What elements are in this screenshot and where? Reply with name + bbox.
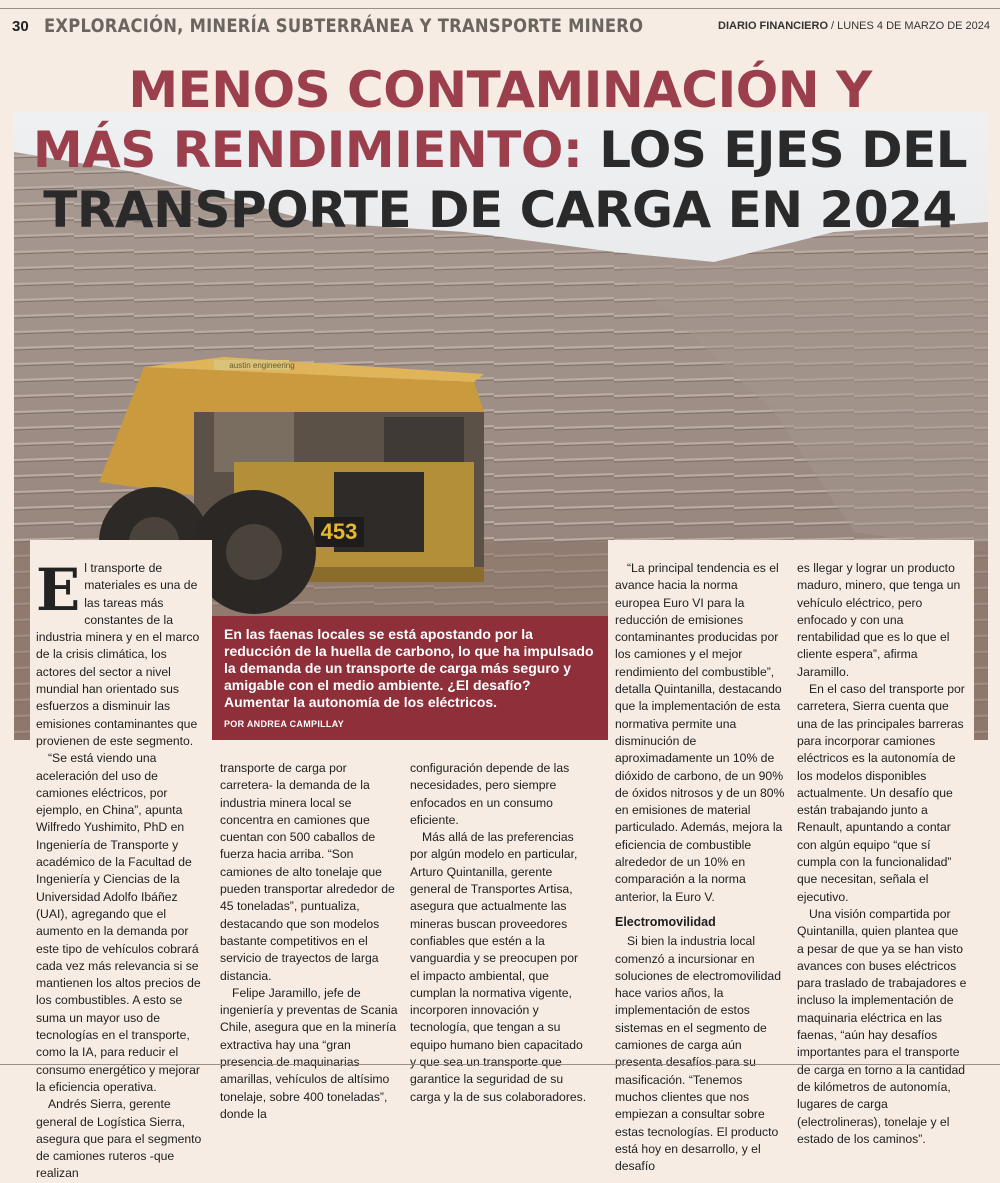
page-header: [0, 12, 1000, 42]
column-2: [220, 760, 400, 1123]
col2-paragraph-2: Felipe Jaramillo, jefe de ingeniería y preventas de Scania Chile, asegura que en la minería extractiva hay una “gran presencia de maquinarias amarillas, vehículos de altísimo tonelaje, sobre 400 toneladas”, donde la: [220, 985, 398, 1121]
column-3: [410, 760, 590, 1106]
headline-line-1: MENOS CONTAMINACIÓN Y: [128, 61, 872, 119]
headline-line-2-red: MÁS RENDIMIENTO:: [32, 121, 583, 179]
col3-paragraph-1: configuración depende de las necesidades, pero siempre enfocados en un consumo eficiente.: [410, 761, 570, 827]
col1-paragraph-3: Andrés Sierra, gerente general de Logística Sierra, asegura que para el segmento de camiones ruteros -que realizan: [36, 1097, 202, 1181]
column-1: [36, 556, 206, 1183]
byline: POR ANDREA CAMPILLAY: [224, 719, 345, 729]
issue-date: / LUNES 4 DE MARZO DE 2024: [828, 20, 990, 32]
column-4: [615, 560, 785, 1175]
lede-text: En las faenas locales se está apostando por la reducción de la huella de carbono, lo que ha impulsado la demanda de un transporte de carga más seguro y amigable con el medio ambiente. ¿El desafío? Aumentar la autonomía de los eléctricos.: [224, 626, 594, 710]
col3-paragraph-2: Más allá de las preferencias por algún modelo en particular, Arturo Quintanilla, gerente general de Transportes Artisa, asegura que actualmente las mineras buscan proveedores confiables que estén a la vanguardia y se preocupen por el impacto ambiental, que cumplan la normativa vigente, incorporen innovación y tecnología, que tengan a su equipo humano bien capacitado y que sea un transporte que garantice la seguridad de su carga y la de sus colaboradores.: [410, 830, 587, 1104]
drop-cap: E: [36, 556, 81, 624]
lede-box: [212, 616, 608, 740]
truck-number: 453: [320, 519, 358, 544]
col1-paragraph-2: “Se está viendo una aceleración del uso de camiones eléctricos, por ejemplo, en China”, apunta Wilfredo Yushimito, PhD en Ingeniería de Transporte y académico de la Facultad de Ingeniería y Ciencias de la Universidad Adolfo Ibáñez (UAI), agregando que el aumento en la demanda por este tipo de vehículos cobrará cada vez más relevancia si se mantienen los altos precios de los combustibles. A esto se suma un mayor uso de tecnologías en el transporte, como la IA, para reducir el consumo energético y mejorar la eficiencia operativa.: [36, 751, 201, 1094]
col5-paragraph-3: Una visión compartida por Quintanilla, quien plantea que a pesar de que ya se han visto avances con buses eléctricos para traslado de trabajadores e incluso la implementación de maquinaria eléctrica en las faenas, “aún hay desafíos importantes para el transporte de carga en torno a la cantidad de kilómetros de autonomía, lugares de carga (electrolineras), tonelaje y el estado de los caminos”.: [797, 906, 967, 1146]
subheading-electromovilidad: Electromovilidad: [615, 914, 716, 929]
col1-paragraph-1: l transporte de materiales es una de las tareas más constantes de la industria minera y en el marco de la crisis climática, los actores del sector a nivel mundial han orientado sus esfuerzos a disminuir las emisiones contaminantes que provienen de este segmento.: [36, 561, 200, 748]
col5-paragraph-1: es llegar y lograr un producto maduro, minero, que tenga un vehículo eléctrico, pero enfocado y con una rentabilidad que es lo que el cliente espera”, afirma Jaramillo.: [797, 561, 961, 679]
headline: [0, 60, 1000, 240]
truck-brand: austin engineering: [229, 361, 295, 370]
section-title: EXPLORACIÓN, MINERÍA SUBTERRÁNEA Y TRANSPORTE MINERO: [44, 15, 644, 37]
page-number: 30: [12, 18, 29, 35]
top-rule: [0, 8, 1000, 9]
col4-paragraph-1: “La principal tendencia es el avance hacia la norma europea Euro VI para la reducción de emisiones contaminantes producidas por los camiones y el mejor rendimiento del combustible”, detalla Quintanilla, destacando que la implementación de esta normativa permite una disminución de aproximadamente un 10% de dióxido de carbono, de un 90% de óxidos nitrosos y de un 80% en emisiones de material particulado. Además, mejora la eficiencia de combustible alrededor de un 10% en comparación a la norma anterior, la Euro V.: [615, 561, 785, 904]
col5-paragraph-2: En el caso del transporte por carretera, Sierra cuenta que una de las principales barreras para incorporar camiones eléctricos es la autonomía de los modelos disponibles actualmente. Un desafío que están trabajando junto a Renault, apuntando a contar con algún equipo “que sí cumpla con la funcionalidad” que necesitan, señala el ejecutivo.: [797, 682, 965, 904]
publication-name: DIARIO FINANCIERO: [718, 20, 828, 32]
bottom-rule: [0, 1064, 1000, 1065]
headline-line-3: TRANSPORTE DE CARGA EN 2024: [43, 181, 957, 239]
headline-line-2-dark: LOS EJES DEL: [582, 121, 968, 179]
column-5: [797, 560, 967, 1148]
masthead: [718, 20, 990, 32]
col2-paragraph-1: transporte de carga por carretera- la demanda de la industria minera local se concentra en camiones que cuentan con 500 caballos de fuerza hacia arriba. “Son camiones de alto tonelaje que pueden transportar alrededor de 45 toneladas”, puntualiza, destacando que son modelos bastante competitivos en el servicio de trayectos de larga distancia.: [220, 761, 395, 983]
col4-paragraph-2: Si bien la industria local comenzó a incursionar en soluciones de electromovilidad hace varios años, la implementación de estos sistemas en el segmento de camiones de carga aún presenta desafíos para su masificación. “Tenemos muchos clientes que nos empiezan a consultar sobre estas tecnologías. El producto está hoy en desarrollo, y el desafío: [615, 934, 781, 1174]
